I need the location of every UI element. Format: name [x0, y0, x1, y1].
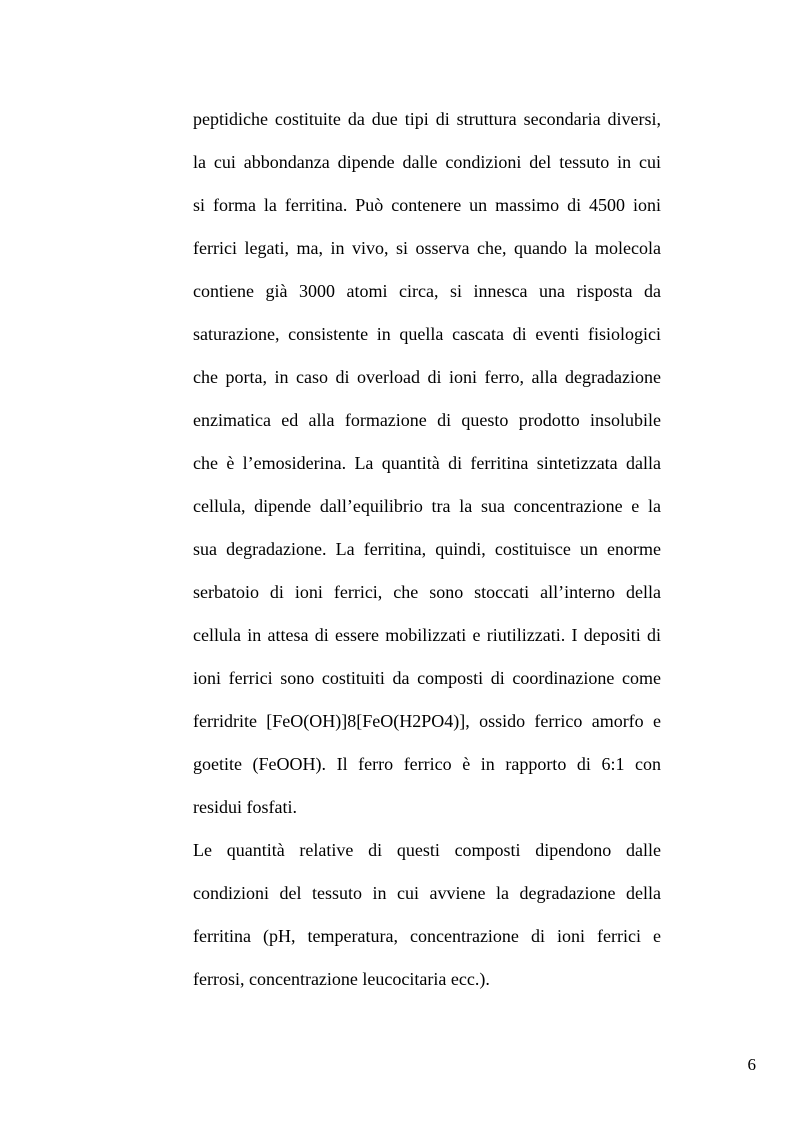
text-line: serbatoio di ioni ferrici, che sono stoccati all’interno della — [193, 582, 661, 602]
text-line: saturazione, consistente in quella cascata di eventi fisiologici — [193, 324, 661, 344]
text-line: sua degradazione. La ferritina, quindi, costituisce un enorme — [193, 539, 661, 559]
text-line: ioni ferrici sono costituiti da composti di coordinazione come — [193, 668, 661, 688]
text-line: residui fosfati. — [193, 797, 297, 817]
text-line: Le quantità relative di questi composti dipendono dalle — [193, 840, 661, 860]
text-line: condizioni del tessuto in cui avviene la degradazione della — [193, 883, 661, 903]
text-line: peptidiche costituite da due tipi di struttura secondaria diversi, — [193, 109, 661, 129]
text-line: ferridrite [FeO(OH)]8[FeO(H2PO4)], ossido ferrico amorfo e — [193, 711, 661, 731]
text-line: che è l’emosiderina. La quantità di ferritina sintetizzata dalla — [193, 453, 661, 473]
text-line: cellula in attesa di essere mobilizzati e riutilizzati. I depositi di — [193, 625, 661, 645]
text-line: ferrosi, concentrazione leucocitaria ecc.). — [193, 969, 490, 989]
text-line: enzimatica ed alla formazione di questo prodotto insolubile — [193, 410, 661, 430]
text-line: cellula, dipende dall’equilibrio tra la sua concentrazione e la — [193, 496, 661, 516]
page-number: 6 — [747, 1055, 756, 1074]
text-line: che porta, in caso di overload di ioni ferro, alla degradazione — [193, 367, 661, 387]
text-line: ferritina (pH, temperatura, concentrazione di ioni ferrici e — [193, 926, 661, 946]
text-line: ferrici legati, ma, in vivo, si osserva che, quando la molecola — [193, 238, 661, 258]
text-line: la cui abbondanza dipende dalle condizioni del tessuto in cui — [193, 152, 661, 172]
text-line: goetite (FeOOH). Il ferro ferrico è in rapporto di 6:1 con — [193, 754, 661, 774]
body-text — [193, 101, 661, 1004]
text-line: si forma la ferritina. Può contenere un massimo di 4500 ioni — [193, 195, 661, 215]
text-line: contiene già 3000 atomi circa, si innesca una risposta da — [193, 281, 661, 301]
